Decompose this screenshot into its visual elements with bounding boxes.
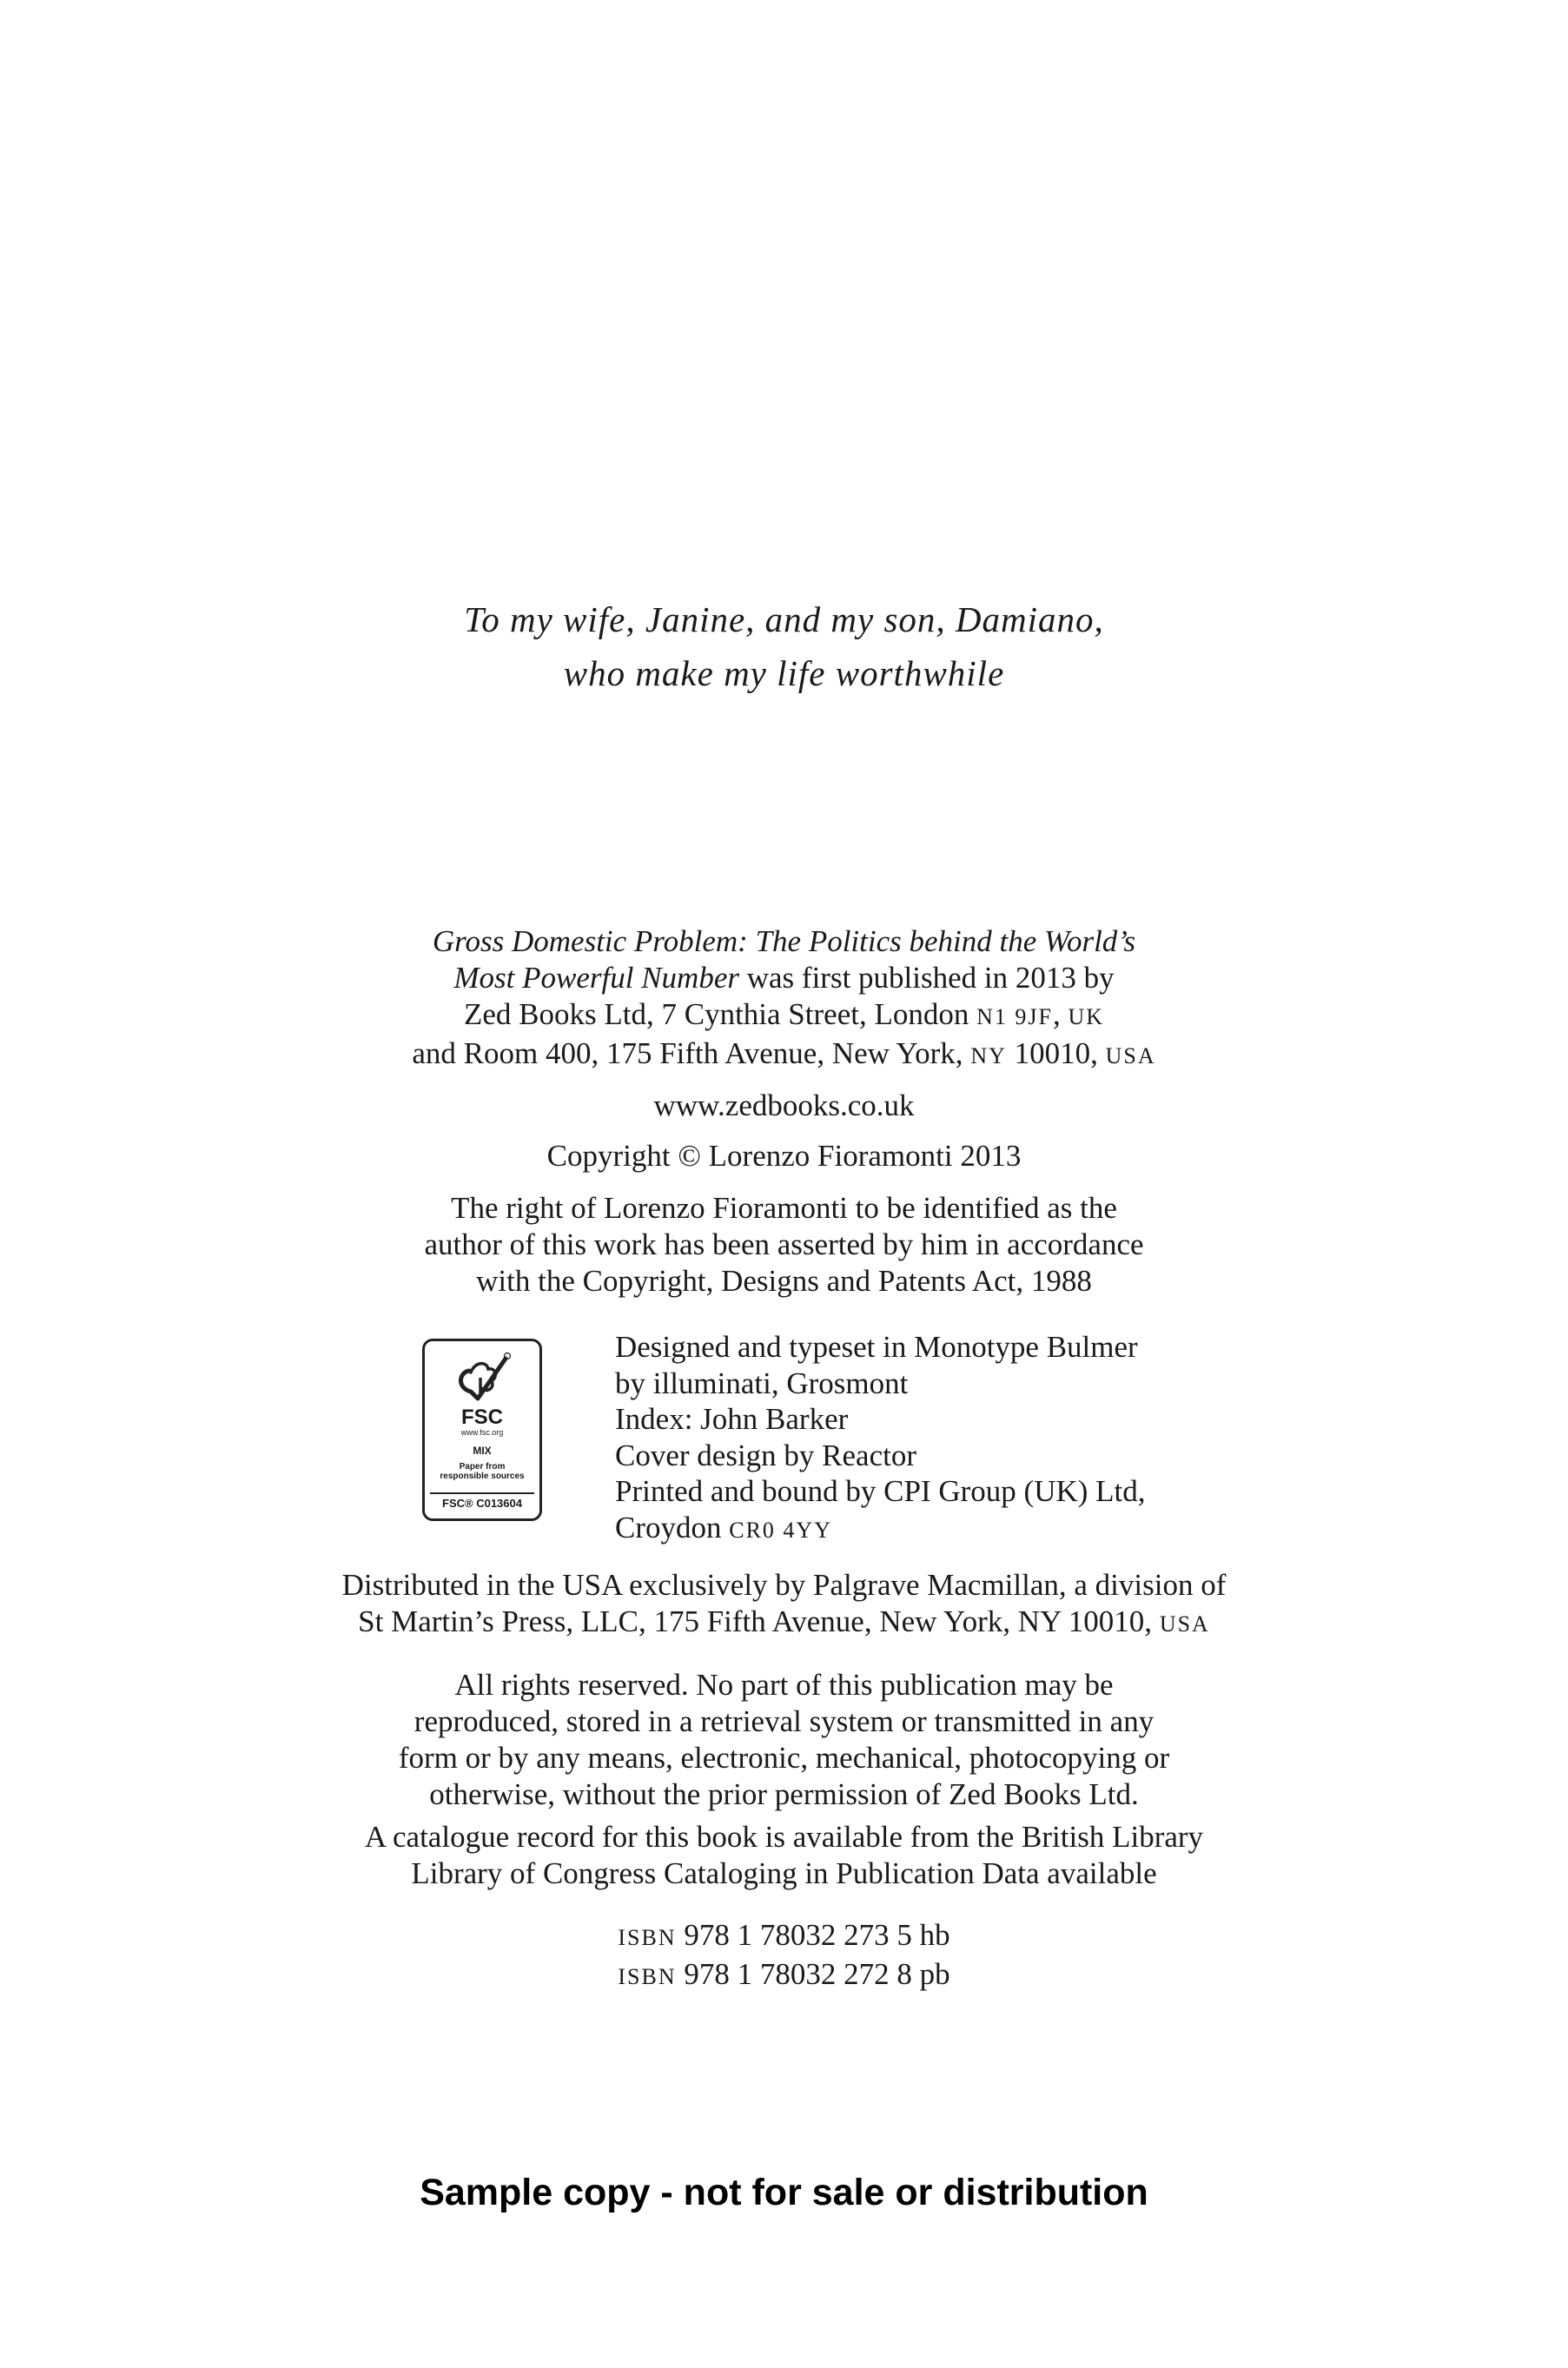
catalogue-line-1: A catalogue record for this book is available from the British Library: [364, 1820, 1204, 1854]
credits-index: Index: John Barker: [615, 1402, 849, 1436]
moral-rights-line-2: author of this work has been asserted by him in accordance: [424, 1227, 1144, 1261]
rights-line-1: All rights reserved. No part of this publication may be: [454, 1668, 1114, 1702]
credits-cover: Cover design by Reactor: [615, 1438, 916, 1472]
fsc-paper-line-1: Paper from: [459, 1462, 506, 1472]
isbn-label: ISBN: [618, 1925, 677, 1950]
fsc-tree-checkmark-icon: [452, 1352, 513, 1406]
fsc-logo: [422, 1339, 542, 1521]
rights-line-4: otherwise, without the prior permission of Zed Books Ltd.: [429, 1777, 1139, 1811]
sample-copy-notice: Sample copy - not for sale or distribution: [420, 2172, 1148, 2213]
book-title-line-2: Most Powerful Number: [453, 961, 739, 995]
production-credits: [615, 1329, 1146, 1548]
copyright-line: Copyright © Lorenzo Fioramonti 2013: [546, 1139, 1022, 1173]
catalogue-line-2: Library of Congress Cataloging in Publication Data available: [411, 1856, 1157, 1890]
credits-typesetter: by illuminati, Grosmont: [615, 1366, 909, 1400]
distribution-notice: [0, 1567, 1568, 1643]
ny-state: NY: [970, 1043, 1007, 1068]
isbn-block: [0, 1917, 1568, 1995]
imprint-notice: [0, 923, 1568, 1075]
catalogue-notice: [0, 1819, 1568, 1892]
fsc-web-text: www.fsc.org: [460, 1428, 504, 1437]
london-postcode: N1 9JF: [976, 1004, 1053, 1029]
isbn-paperback: 978 1 78032 272 8 pb: [676, 1957, 950, 1991]
isbn-label: ISBN: [618, 1964, 677, 1989]
distribution-line-2: St Martin’s Press, LLC, 175 Fifth Avenue, New York, NY 10010,: [358, 1604, 1160, 1638]
moral-rights-line-3: with the Copyright, Designs and Patents Act, 1988: [476, 1264, 1092, 1298]
publication-year-text: was first published in 2013 by: [738, 961, 1115, 995]
london-address: Zed Books Ltd, 7 Cynthia Street, London: [464, 997, 977, 1031]
credits-printer: Printed and bound by CPI Group (UK) Ltd,: [615, 1474, 1146, 1508]
dedication-line-2: who make my life worthwhile: [563, 653, 1005, 693]
rights-notice: [0, 1667, 1568, 1813]
isbn-hardback: 978 1 78032 273 5 hb: [676, 1918, 950, 1952]
dedication-line-1: To my wife, Janine, and my son, Damiano,: [464, 599, 1104, 639]
address-separator: ,: [1052, 997, 1068, 1031]
distribution-line-1: Distributed in the USA exclusively by Palgrave Macmillan, a division of: [341, 1568, 1227, 1602]
publisher-website: www.zedbooks.co.uk: [653, 1088, 915, 1122]
moral-rights-line-1: The right of Lorenzo Fioramonti to be identified as the: [451, 1191, 1117, 1225]
ny-zip: 10010,: [1006, 1036, 1106, 1070]
book-title-line-1: Gross Domestic Problem: The Politics behind the World’s: [432, 924, 1136, 958]
fsc-mix-text: MIX: [473, 1445, 492, 1457]
rights-line-3: form or by any means, electronic, mechanical, photocopying or: [398, 1741, 1170, 1775]
moral-rights-notice: [0, 1190, 1568, 1300]
rights-line-2: reproduced, stored in a retrieval system or transmitted in any: [414, 1704, 1154, 1738]
uk-country: UK: [1068, 1004, 1104, 1029]
usa-country: USA: [1105, 1043, 1156, 1068]
fsc-mark-text: FSC: [461, 1406, 503, 1429]
distribution-country: USA: [1159, 1611, 1210, 1637]
fsc-paper-line-2: responsible sources: [440, 1472, 525, 1481]
new-york-address: and Room 400, 175 Fifth Avenue, New York,: [412, 1036, 971, 1070]
credits-typeset: Designed and typeset in Monotype Bulmer: [615, 1330, 1138, 1364]
dedication: [0, 592, 1568, 700]
credits-printer-city: Croydon: [615, 1510, 730, 1544]
credits-printer-postcode: CR0 4YY: [729, 1517, 832, 1543]
fsc-license-code: FSC® C013604: [430, 1492, 534, 1513]
